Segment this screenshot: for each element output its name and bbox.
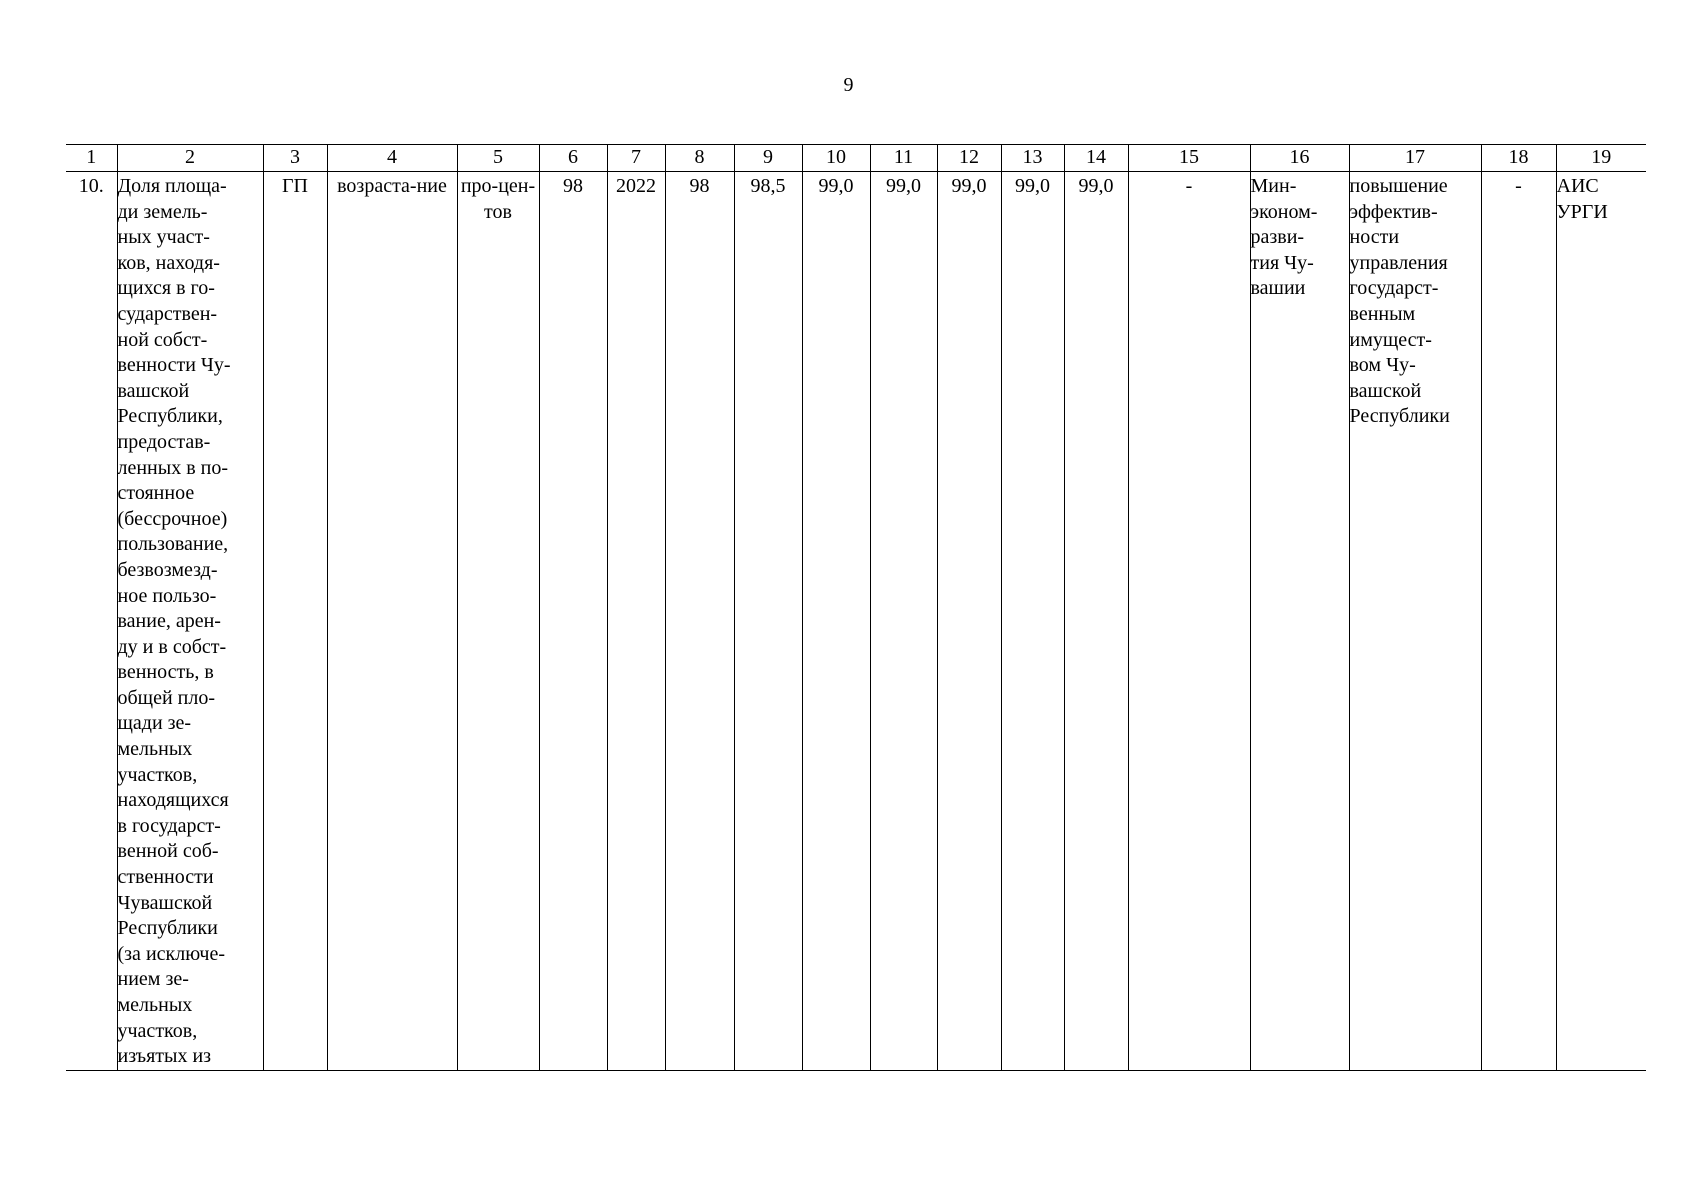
text-line: ное пользо- (117, 584, 217, 607)
indicator-type: ГП (263, 172, 327, 1071)
header-cell: 7 (607, 145, 665, 172)
text-line: повышение (1349, 175, 1448, 197)
text-line: вашской (1349, 379, 1422, 402)
text-line: Чувашской (117, 891, 213, 914)
header-cell: 13 (1001, 145, 1064, 172)
text-line: вание, арен- (117, 610, 221, 633)
text-line: ленных в по- (117, 456, 229, 479)
header-cell: 12 (937, 145, 1001, 172)
text-line: ственности (117, 866, 214, 889)
header-cell: 19 (1556, 145, 1646, 172)
text-line: тов (484, 200, 512, 223)
text-line: ности (1349, 226, 1400, 249)
text-line: нием зе- (117, 968, 189, 991)
trend-direction (327, 172, 457, 1071)
base-value: 98 (539, 172, 607, 1071)
text-line: сударствен- (117, 302, 218, 325)
text-line: разви- (1250, 226, 1305, 249)
value-cell: 99,0 (1001, 172, 1064, 1071)
value-cell: 99,0 (1064, 172, 1128, 1071)
text-line: Доля площа- (117, 175, 227, 197)
text-line: венность, в (117, 661, 214, 684)
header-cell: 9 (734, 145, 802, 172)
text-line: ной собст- (117, 328, 208, 351)
header-cell: 10 (802, 145, 870, 172)
header-cell: 4 (327, 145, 457, 172)
info-system (1556, 172, 1646, 1071)
text-line: мельных (117, 738, 193, 761)
text-line: Республики (1349, 405, 1450, 428)
header-cell: 14 (1064, 145, 1128, 172)
value-cell: 99,0 (870, 172, 937, 1071)
text-line: цен- (498, 175, 536, 197)
row-number: 10. (66, 172, 117, 1071)
indicator-table (66, 144, 1646, 1071)
text-line: (бессрочное) (117, 507, 228, 530)
page-number: 9 (843, 74, 854, 96)
text-line: Республики, (117, 405, 223, 428)
value-cell: 99,0 (937, 172, 1001, 1071)
value-cell: 98 (665, 172, 734, 1071)
text-line: стоянное (117, 482, 195, 505)
text-line: мельных (117, 994, 193, 1016)
responsible-body (1250, 172, 1349, 1071)
header-cell: 16 (1250, 145, 1349, 172)
text-line: про- (460, 175, 499, 197)
text-line: изъятых из (117, 1045, 212, 1068)
text-line: участков, (117, 1019, 198, 1042)
dash-cell: - (1128, 172, 1250, 1071)
text-line: ных участ- (117, 226, 210, 249)
text-line: тия Чу- (1250, 251, 1314, 274)
text-line: находящихся (117, 789, 229, 812)
text-line: ние (416, 175, 447, 197)
text-line: УРГИ (1556, 200, 1608, 223)
text-line: вашии (1250, 277, 1306, 300)
text-line: венной соб- (117, 840, 219, 863)
header-cell: 1 (66, 145, 117, 172)
header-cell: 11 (870, 145, 937, 172)
unit (457, 172, 539, 1071)
text-line: Республики (117, 917, 218, 940)
text-line: венности Чу- (117, 354, 231, 377)
text-line: эффектив- (1349, 200, 1438, 223)
text-line: эконом- (1250, 200, 1318, 223)
base-year: 2022 (607, 172, 665, 1071)
table-row (66, 172, 1646, 1071)
text-line: (за исключе- (117, 942, 225, 965)
goal-link (1349, 172, 1481, 1071)
text-line: щади зе- (117, 712, 192, 735)
text-line: возраста- (337, 175, 417, 197)
text-line: венным (1349, 302, 1416, 325)
text-line: вашской (117, 379, 190, 402)
header-cell: 15 (1128, 145, 1250, 172)
text-line: управления (1349, 251, 1448, 274)
text-line: участков, (117, 763, 198, 786)
text-line: в государст- (117, 814, 221, 837)
text-line: имущест- (1349, 328, 1432, 351)
text-line: Мин- (1250, 175, 1297, 197)
header-cell: 6 (539, 145, 607, 172)
text-line: государст- (1349, 277, 1439, 300)
header-cell: 8 (665, 145, 734, 172)
header-cell: 17 (1349, 145, 1481, 172)
text-line: ди земель- (117, 200, 208, 223)
header-cell: 5 (457, 145, 539, 172)
value-cell: 98,5 (734, 172, 802, 1071)
text-line: АИС (1556, 175, 1599, 197)
text-line: ду и в собст- (117, 635, 227, 658)
dash-cell: - (1481, 172, 1556, 1071)
header-row (66, 145, 1646, 172)
text-line: общей пло- (117, 686, 215, 709)
indicator-name (117, 172, 263, 1071)
header-cell: 18 (1481, 145, 1556, 172)
text-line: вом Чу- (1349, 354, 1416, 377)
text-line: пользование, (117, 533, 229, 556)
text-line: предостав- (117, 430, 211, 453)
text-line: щихся в го- (117, 277, 215, 300)
text-line: ков, находя- (117, 251, 220, 274)
value-cell: 99,0 (802, 172, 870, 1071)
text-line: безвозмезд- (117, 558, 218, 581)
header-cell: 2 (117, 145, 263, 172)
header-cell: 3 (263, 145, 327, 172)
